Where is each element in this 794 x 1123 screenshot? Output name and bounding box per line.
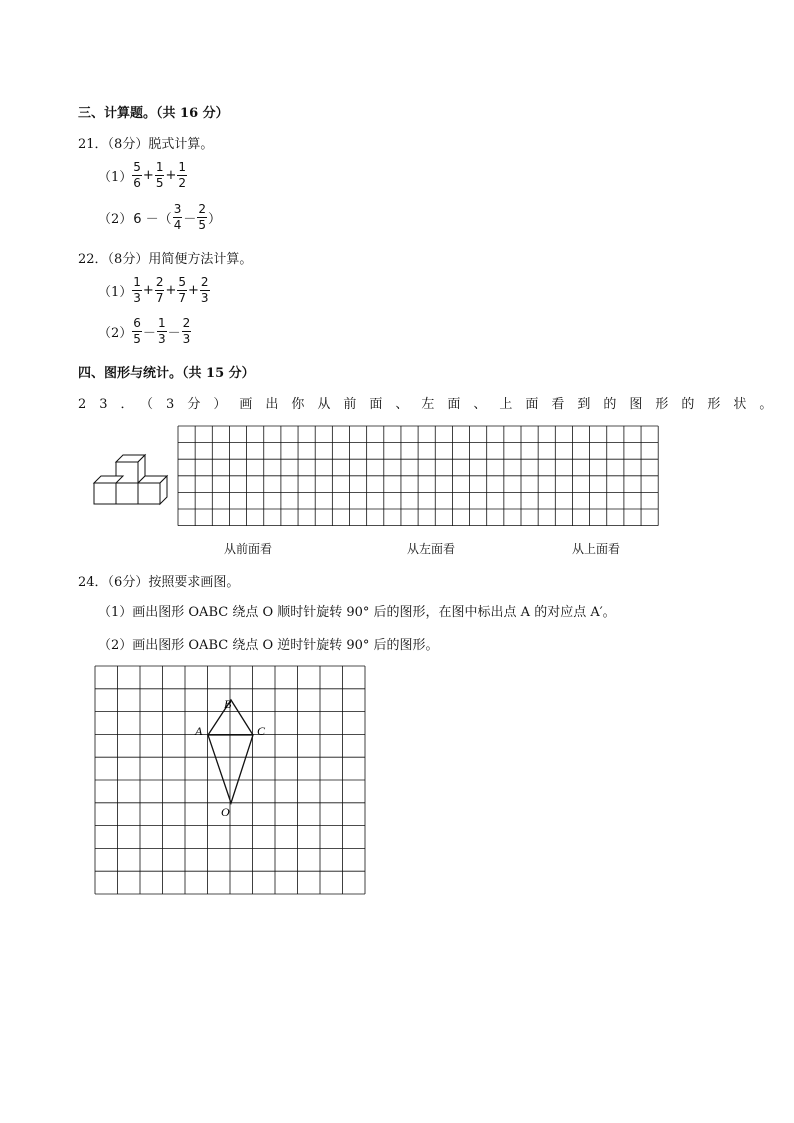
expression-close: ）: [207, 212, 221, 227]
point-label-c: C: [257, 724, 266, 738]
fraction: $\frac{1}{3}$: [133, 275, 141, 305]
fraction: $\frac{2}{7}$: [155, 275, 164, 305]
operator: +: [142, 283, 154, 298]
q21-p2: [98, 202, 222, 233]
point-label-o: O: [221, 805, 230, 819]
q24-item1: （1）画出图形 OABC 绕点 O 顺时针旋转 90° 后的图形，在图中标出点 A 的对应点 A′。: [98, 605, 616, 620]
q24-stem: 24．（6分）按照要求画图。: [78, 575, 240, 590]
q21-stem: 21．（8分）脱式计算。: [78, 137, 214, 152]
q24-item2: （2）画出图形 OABC 绕点 O 逆时针旋转 90° 后的图形。: [98, 638, 439, 653]
item-label: （2）: [98, 212, 133, 227]
q22-stem: 22．（8分）用简便方法计算。: [78, 252, 253, 267]
caption-front: 从前面看: [224, 542, 273, 556]
operator: +: [165, 168, 177, 183]
point-label-a: A: [195, 724, 203, 738]
q21-p1: [98, 160, 187, 191]
point-label-b: B: [224, 697, 232, 711]
item-label: （1）: [98, 285, 133, 300]
operator: －: [183, 212, 197, 227]
fraction: $\frac{6}{5}$: [133, 316, 141, 346]
item-label: （1）: [98, 170, 133, 185]
section4-title: 四、图形与统计。（共 15 分）: [78, 366, 255, 381]
caption-left: 从左面看: [407, 542, 456, 556]
operator: －: [142, 326, 156, 341]
item-label: （2）: [98, 326, 133, 341]
operator: +: [165, 283, 177, 298]
drawing-grid-23[interactable]: [177, 425, 662, 527]
q22-p2: [98, 316, 191, 347]
operator: +: [188, 283, 199, 298]
fraction: $\frac{5}{7}$: [178, 275, 187, 305]
fraction: $\frac{5}{6}$: [133, 160, 141, 190]
section3-title: 三、计算题。（共 16 分）: [78, 106, 229, 121]
caption-top: 从上面看: [572, 542, 621, 556]
cube-stack-figure: [90, 450, 170, 508]
fraction: $\frac{1}{3}$: [157, 316, 166, 346]
fraction: $\frac{2}{3}$: [200, 275, 209, 305]
expression-lead: 6 －（: [133, 212, 172, 227]
q22-p1: [98, 275, 210, 306]
fraction: $\frac{2}{3}$: [182, 316, 191, 346]
fraction: $\frac{1}{2}$: [178, 160, 187, 190]
q23-stem: 23．（3分）画出你从前面、左面、上面看到的图形的形状。: [78, 397, 786, 412]
fraction: $\frac{3}{4}$: [173, 202, 182, 232]
fraction: $\frac{2}{5}$: [198, 202, 206, 232]
kite-oabc: [208, 700, 253, 803]
operator: +: [142, 168, 154, 183]
operator: －: [167, 326, 181, 341]
drawing-grid-24[interactable]: [94, 665, 366, 896]
fraction: $\frac{1}{5}$: [155, 160, 164, 190]
